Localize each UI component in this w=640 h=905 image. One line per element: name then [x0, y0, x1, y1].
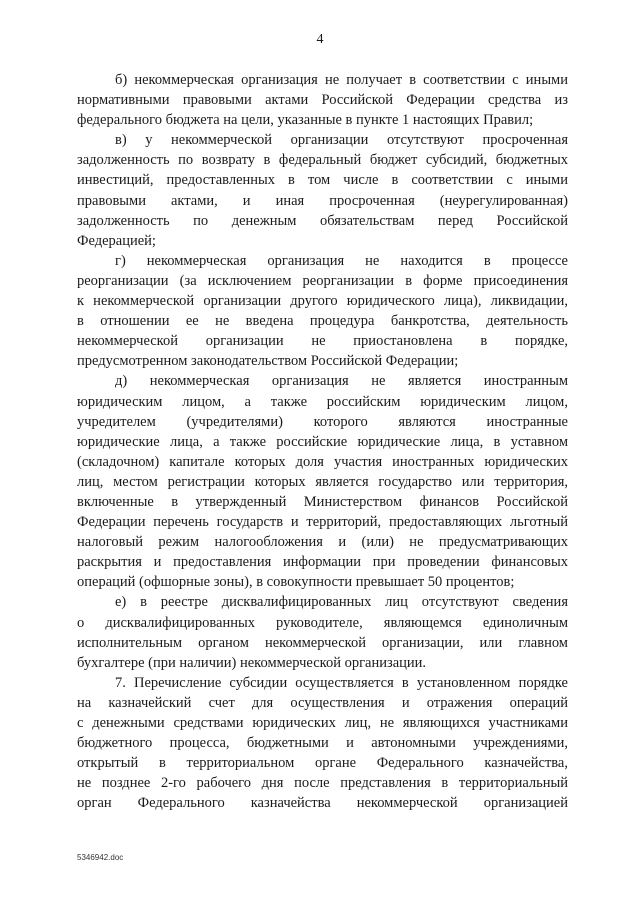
page-number: 4	[316, 32, 324, 47]
paragraph-line: г) некоммерческая организация не находится в процессе	[115, 252, 568, 269]
paragraph-p7	[77, 673, 568, 814]
document-body	[77, 70, 568, 813]
paragraph-line: юридические лица, а также российские юридические лица, в уставном	[77, 433, 568, 450]
paragraph-line: правовыми актами, и иная просроченная (неурегулированная)	[77, 192, 568, 209]
paragraph-line: е) в реестре дисквалифицированных лиц отсутствуют сведения	[115, 594, 568, 611]
paragraph-line: задолженность по денежным обязательствам перед Российской	[77, 212, 568, 229]
paragraph-line: задолженность по возврату в федеральный бюджет субсидий, бюджетных	[77, 152, 568, 169]
paragraph-line: бухгалтере (при наличии) некоммерческой организации.	[77, 654, 427, 671]
paragraph-line: в) у некоммерческой организации отсутствуют просроченная	[115, 132, 568, 149]
paragraph-line: юридическим лицом, а также российским юридическим лицом,	[77, 393, 568, 410]
paragraph-line: федерального бюджета на цели, указанные в пункте 1 настоящих Правил;	[77, 112, 534, 129]
paragraph-line: к некоммерческой организации другого юридического лица), ликвидации,	[77, 293, 568, 310]
paragraph-line: включенные в утвержденный Министерством финансов Российской	[77, 493, 568, 510]
paragraph-line: нормативными правовыми актами Российской Федерации средства из	[77, 92, 568, 109]
paragraph-line: налоговый режим налогообложения и (или) не предусматривающих	[77, 534, 568, 551]
paragraph-line: Федерации перечень государств и территорий, предоставляющих льготный	[77, 514, 568, 531]
paragraph-line: 7. Перечисление субсидии осуществляется в установленном порядке	[115, 674, 568, 691]
paragraph-line: о дисквалифицированных руководителе, являющемся единоличным	[77, 614, 568, 631]
paragraph-line: в отношении ее не введена процедура банкротства, деятельность	[77, 313, 568, 330]
paragraph-line: учредителем (учредителями) которого являются иностранные	[77, 413, 568, 430]
paragraph-line: инвестиций, предоставленных в том числе в соответствии с иными	[77, 172, 568, 189]
paragraph-v	[77, 130, 568, 251]
paragraph-line: лиц, местом регистрации которых является государство или территория,	[77, 473, 568, 490]
paragraph-line: не позднее 2-го рабочего дня после представления в территориальный	[77, 775, 568, 792]
paragraph-line: бюджетного процесса, бюджетными и автономными учреждениями,	[77, 735, 568, 752]
paragraph-g	[77, 251, 568, 372]
paragraph-line: д) некоммерческая организация не является иностранным	[115, 373, 568, 390]
paragraph-line: с денежными средствами юридических лиц, не являющихся участниками	[77, 715, 568, 731]
paragraph-line: Федерацией;	[77, 232, 156, 249]
paragraph-line: (складочном) капитале которых доля участия иностранных юридических	[77, 453, 568, 470]
paragraph-line: предусмотренном законодательством Российской Федерации;	[77, 353, 459, 370]
paragraph-line: открытый в территориальном органе Федерального казначейства,	[77, 755, 568, 772]
paragraph-e	[77, 592, 568, 672]
paragraph-b	[77, 70, 568, 130]
paragraph-line: раскрытия и предоставления информации при проведении финансовых	[77, 554, 568, 571]
paragraph-line: операций (офшорные зоны), в совокупности превышает 50 процентов;	[77, 574, 515, 591]
document-file-code: 5346942.doc	[77, 853, 124, 862]
paragraph-d	[77, 371, 568, 592]
paragraph-line: некоммерческой организации не приостановлена в порядке,	[77, 333, 568, 350]
paragraph-line: реорганизации (за исключением реорганизации в форме присоединения	[77, 272, 568, 289]
paragraph-line: б) некоммерческая организация не получает в соответствии с иными	[115, 72, 568, 88]
paragraph-line: орган Федерального казначейства некоммерческой организацией	[77, 795, 568, 812]
paragraph-line: на казначейский счет для осуществления и отражения операций	[77, 694, 568, 711]
paragraph-line: исполнительным органом некоммерческой организации, или главном	[77, 634, 568, 651]
